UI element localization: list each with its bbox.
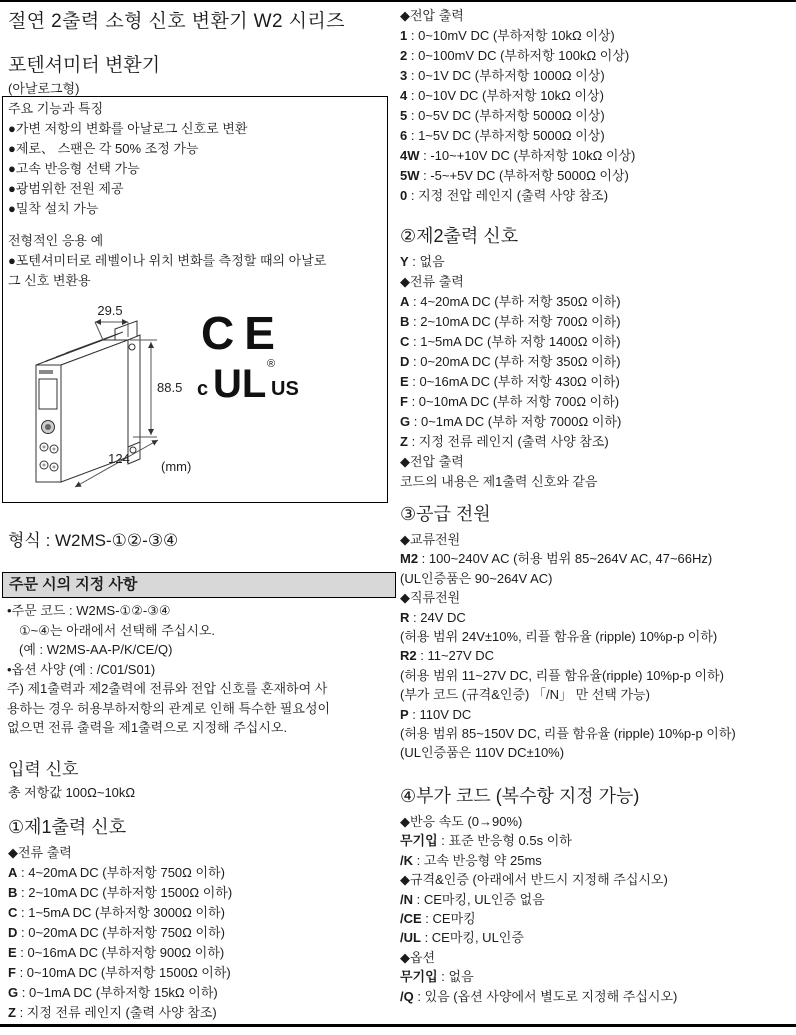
product-subtitle: 포텐셔미터 변환기 [8, 55, 161, 76]
spec-code: 6 [400, 128, 408, 143]
spec-line [400, 666, 794, 685]
feature-line: ●광범위한 전원 제공 [8, 181, 124, 196]
spec-code: /UL [400, 930, 421, 946]
application-heading: 전형적인 응용 예 [8, 233, 104, 248]
spec-line [400, 146, 794, 166]
spec-text: : 지정 전압 레인지 (출력 사양 참조) [407, 188, 609, 203]
device-dimension-diagram [15, 297, 377, 497]
ordering-line: •옵션 사양 (예 : /C01/S01) [7, 661, 156, 677]
spec-text: : 0~16mA DC (부하저항 900Ω 이하) [16, 945, 225, 960]
spec-code: F [8, 965, 16, 980]
spec-code: B [400, 314, 410, 329]
power-supply-list [400, 530, 794, 763]
spec-line [400, 724, 794, 743]
spec-code: 4 [400, 88, 408, 103]
spec-text: : 0~10mA DC (부하 저항 700Ω 이하) [407, 394, 620, 409]
spec-text: : 0~1mA DC (부하 저항 7000Ω 이하) [410, 414, 622, 429]
spec-line [400, 312, 794, 332]
spec-line [8, 963, 232, 983]
spec-line [400, 272, 794, 292]
feature-line: ●고속 반응형 선택 가능 [8, 161, 140, 176]
spec-line [8, 903, 232, 923]
output2-heading: ②제2출력 신호 [400, 226, 519, 246]
spec-text: : 0~1mA DC (부하저항 15kΩ 이하) [18, 985, 218, 1000]
spec-text: : 11~27V DC [416, 648, 495, 664]
dim-depth-label: 124 [108, 451, 130, 466]
spec-text: : 1~5V DC (부하저항 5000Ω 이상) [407, 128, 605, 143]
spec-line [400, 432, 794, 452]
spec-line [400, 743, 794, 762]
spec-text: ◆전류 출력 [8, 845, 72, 860]
spec-text: ◆옵션 [400, 949, 436, 965]
model-format-line: 형식 : W2MS-①②-③④ [8, 531, 179, 550]
spec-line [400, 928, 794, 947]
spec-line [400, 646, 794, 665]
spec-line [400, 530, 794, 549]
spec-line [400, 812, 794, 831]
spec-code: D [8, 925, 18, 940]
spec-line [400, 166, 794, 186]
spec-line [8, 983, 232, 1003]
spec-code: /N [400, 891, 413, 907]
spec-text: ◆전압 출력 [400, 454, 464, 469]
spec-code: 5 [400, 108, 408, 123]
spec-text: : CE마킹, UL인증 없음 [413, 891, 545, 907]
spec-code: G [8, 985, 19, 1000]
ordering-notes [7, 601, 330, 738]
feature-line: ●밀착 설치 가능 [8, 201, 99, 216]
spec-line [400, 967, 794, 986]
spec-text: : 0~100mV DC (부하저항 100kΩ 이상) [407, 48, 630, 63]
spec-line [8, 923, 232, 943]
spec-line [400, 909, 794, 928]
spec-text: : 2~10mA DC (부하저항 1500Ω 이하) [17, 885, 233, 900]
spec-text: : 0~16mA DC (부하 저항 430Ω 이하) [408, 374, 620, 389]
spec-text: ◆전압 출력 [400, 8, 464, 23]
spec-line [400, 452, 794, 472]
features-list [8, 119, 382, 219]
top-rule [0, 0, 796, 2]
spec-code: B [8, 885, 18, 900]
spec-text: : 1~5mA DC (부하 저항 1400Ω 이하) [409, 334, 621, 349]
spec-text: : 고속 반응형 약 25ms [413, 852, 542, 868]
spec-line [400, 66, 794, 86]
features-heading: 주요 기능과 특징 [8, 101, 104, 116]
spec-code: Z [8, 1005, 16, 1020]
spec-text: : 0~5V DC (부하저항 5000Ω 이상) [407, 108, 605, 123]
spec-line [400, 252, 794, 272]
spec-text: (허용 범위 11~27V DC, 리플 함유율(ripple) 10%p-p 이하) [400, 667, 724, 683]
output1-current-list [8, 843, 232, 1023]
spec-text: : 0~20mA DC (부하 저항 350Ω 이하) [409, 354, 621, 369]
spec-text: : 0~10V DC (부하저항 10kΩ 이상) [407, 88, 604, 103]
spec-code: G [400, 414, 411, 429]
spec-text: : 4~20mA DC (부하 저항 350Ω 이하) [409, 294, 621, 309]
ordering-section-header: 주문 시의 지정 사항 [2, 572, 396, 598]
spec-code: C [8, 905, 18, 920]
spec-line [8, 1003, 232, 1023]
spec-text: : 0~10mV DC (부하저항 10kΩ 이상) [407, 28, 615, 43]
spec-text: (허용 범위 24V±10%, 리플 함유율 (ripple) 10%p-p 이하) [400, 629, 718, 645]
spec-code: C [400, 334, 410, 349]
spec-text: : 없음 [408, 254, 445, 269]
spec-line [400, 948, 794, 967]
spec-text: : -10~+10V DC (부하저항 10kΩ 이상) [419, 148, 636, 163]
spec-text: 코드의 내용은 제1출력 신호와 같음 [400, 474, 598, 489]
spec-line [400, 412, 794, 432]
spec-text: : 0~20mA DC (부하저항 750Ω 이하) [17, 925, 225, 940]
spec-text: (허용 범위 85~150V DC, 리플 함유율 (ripple) 10%p-p 이하) [400, 726, 736, 742]
spec-text: : 1~5mA DC (부하저항 3000Ω 이하) [17, 905, 225, 920]
type-note: (아날로그형) [8, 81, 80, 96]
spec-text: ◆직류전원 [400, 590, 461, 606]
application-line: 그 신호 변환용 [8, 273, 91, 288]
output1-voltage-list [400, 6, 794, 206]
spec-text: (UL인증품은 110V DC±10%) [400, 745, 565, 761]
input-signal-heading: 입력 신호 [8, 760, 79, 779]
spec-code: 4W [400, 148, 420, 163]
feature-line: ●가변 저항의 변화를 아날로그 신호로 변환 [8, 121, 248, 136]
ordering-line: 용하는 경우 허용부하저항의 관계로 인해 특수한 필요성이 [7, 700, 331, 716]
ordering-line: 없으면 전류 출력을 제1출력으로 지정해 주십시오. [7, 720, 288, 735]
spec-line [400, 352, 794, 372]
spec-text: : 24V DC [409, 609, 466, 625]
spec-line [400, 831, 794, 850]
spec-line [400, 292, 794, 312]
ordering-line: ①~④는 아래에서 선택해 주십시오. [19, 622, 216, 638]
features-box [2, 96, 388, 503]
output2-list [400, 252, 794, 492]
spec-text: : -5~+5V DC (부하저항 5000Ω 이상) [419, 168, 629, 183]
spec-code: A [400, 294, 410, 309]
spec-text: : CE마킹, UL인증 [420, 930, 524, 946]
spec-text: : 없음 [437, 969, 474, 985]
output1-voltage-section [400, 6, 794, 206]
application-list [8, 251, 382, 291]
spec-code: /Q [400, 988, 414, 1004]
additional-code-heading: ④부가 코드 (복수항 지정 가능) [400, 786, 640, 806]
spec-code: /K [400, 852, 413, 868]
spec-text: ◆교류전원 [400, 532, 461, 547]
spec-text: : 지정 전류 레인지 (출력 사양 참조) [15, 1005, 217, 1020]
spec-line [400, 705, 794, 724]
spec-text: : 2~10mA DC (부하 저항 700Ω 이하) [409, 314, 621, 329]
spec-line [400, 870, 794, 889]
spec-line [400, 987, 794, 1006]
output2-section [400, 224, 794, 492]
ul-mark-icon [197, 358, 299, 406]
spec-code: 무기입 [400, 969, 438, 985]
spec-text: : 표준 반응형 0.5s 이하 [437, 833, 572, 849]
spec-line [400, 392, 794, 412]
spec-text: : 있음 (옵션 사양에서 별도로 지정해 주십시오) [413, 988, 678, 1004]
spec-text: : 0~1V DC (부하저항 1000Ω 이상) [407, 68, 605, 83]
spec-text: : CE마킹 [421, 911, 476, 927]
page-title: 절연 2출력 소형 신호 변환기 W2 시리즈 [8, 11, 345, 32]
spec-code: Z [400, 434, 408, 449]
ul-mark-c: c [197, 378, 209, 400]
additional-code-list [400, 812, 794, 1006]
spec-code: E [8, 945, 17, 960]
dim-height-label: 88.5 [157, 380, 183, 395]
spec-code: 5W [400, 168, 420, 183]
spec-text: ◆규격&인증 (아래에서 반드시 지정해 주십시오) [400, 872, 668, 888]
spec-text: : 지정 전류 레인지 (출력 사양 참조) [407, 434, 609, 449]
spec-text: : 4~20mA DC (부하저항 750Ω 이하) [17, 865, 225, 880]
ul-mark-registered: ® [267, 358, 276, 370]
bottom-rule [0, 1024, 796, 1027]
ordering-line: (예 : W2MS-AA-P/K/CE/Q) [19, 642, 173, 657]
spec-line [8, 883, 232, 903]
spec-code: M2 [400, 551, 419, 567]
spec-text: : 0~10mA DC (부하저항 1500Ω 이하) [15, 965, 231, 980]
spec-code: 무기입 [400, 833, 438, 849]
spec-line [400, 106, 794, 126]
spec-text: ◆전류 출력 [400, 274, 464, 289]
spec-line [400, 608, 794, 627]
spec-code: E [400, 374, 409, 389]
spec-code: 3 [400, 68, 408, 83]
spec-line [400, 627, 794, 646]
ordering-line: 주) 제1출력과 제2출력에 전류와 전압 신호를 혼재하여 사 [7, 681, 328, 696]
application-line: ●포텐셔미터로 레벨이나 위치 변화를 측정할 때의 아날로 [8, 253, 327, 268]
spec-text: : 110V DC [408, 706, 472, 722]
spec-code: 1 [400, 28, 408, 43]
spec-line [400, 472, 794, 492]
dim-width-label: 29.5 [97, 303, 123, 318]
power-supply-heading: ③공급 전원 [400, 504, 491, 524]
spec-line [400, 372, 794, 392]
spec-code: R [400, 609, 410, 625]
spec-code: R2 [400, 648, 417, 664]
spec-line [400, 6, 794, 26]
spec-line [400, 890, 794, 909]
spec-line [400, 126, 794, 146]
ce-mark-icon: CE [201, 307, 285, 359]
spec-line [400, 186, 794, 206]
spec-code: F [400, 394, 408, 409]
spec-code: P [400, 706, 409, 722]
ul-mark-ul: UL [213, 362, 267, 406]
dim-unit-label: (mm) [161, 459, 192, 474]
additional-code-section [400, 784, 794, 1006]
spec-line [400, 588, 794, 607]
spec-line [8, 863, 232, 883]
spec-code: /CE [400, 911, 422, 927]
spec-text: ◆반응 속도 (0→90%) [400, 814, 523, 829]
power-supply-section [400, 502, 794, 763]
spec-line [8, 843, 232, 863]
spec-line [400, 332, 794, 352]
spec-text: (UL인증품은 90~264V AC) [400, 570, 553, 586]
spec-line [400, 569, 794, 588]
spec-line [400, 86, 794, 106]
spec-code: 0 [400, 188, 408, 203]
spec-line [400, 46, 794, 66]
spec-text: : 100~240V AC (허용 범위 85~264V AC, 47~66Hz) [418, 551, 713, 567]
spec-line [400, 851, 794, 870]
spec-code: Y [400, 254, 409, 269]
spec-line [8, 943, 232, 963]
spec-code: A [8, 865, 18, 880]
feature-line: ●제로、 스팬은 각 50% 조정 가능 [8, 141, 199, 156]
spec-line [400, 549, 794, 568]
spec-line [400, 685, 794, 704]
spec-text: (부가 코드 (규격&인증) 「/N」 만 선택 가능) [400, 687, 650, 703]
spec-line [400, 26, 794, 46]
input-signal-value: 총 저항값 100Ω~10kΩ [8, 785, 136, 800]
spec-code: D [400, 354, 410, 369]
output1-heading: ①제1출력 신호 [8, 817, 127, 837]
ordering-line: •주문 코드 : W2MS-①②-③④ [7, 603, 171, 618]
ul-mark-us: US [271, 378, 299, 400]
spec-code: 2 [400, 48, 408, 63]
